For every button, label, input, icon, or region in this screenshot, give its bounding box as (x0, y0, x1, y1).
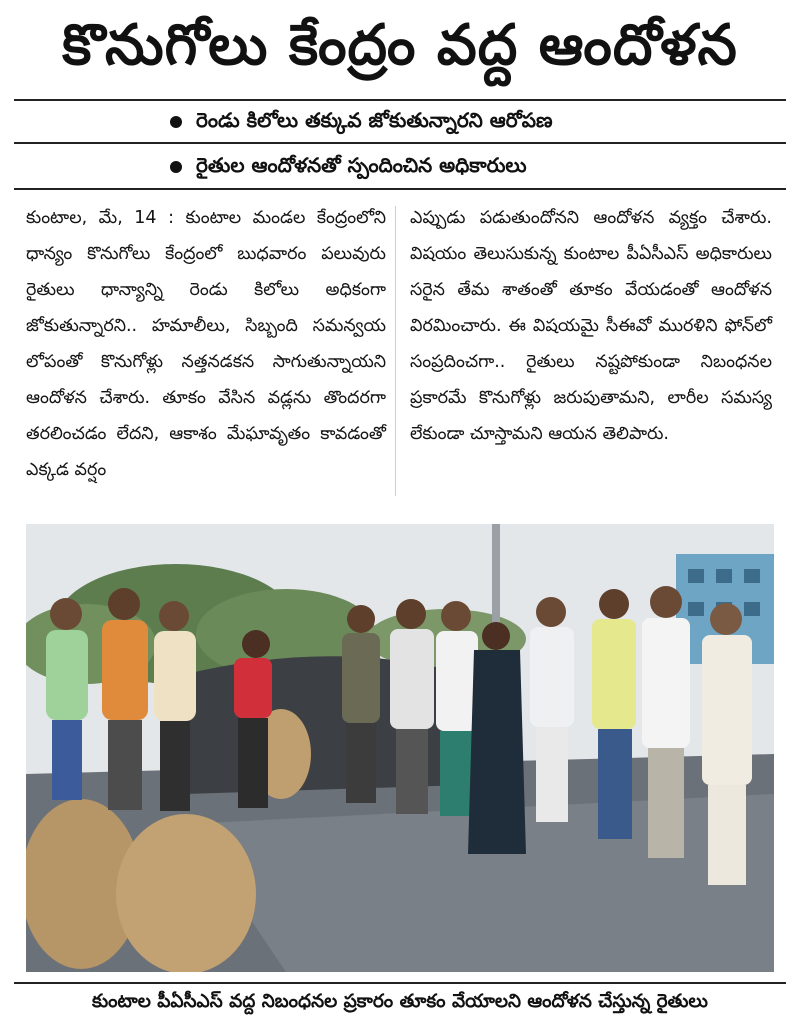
deck-rule (14, 142, 786, 144)
deck-line-2 (170, 148, 770, 186)
deck-rule-bottom (14, 188, 786, 190)
headline: కొనుగోలు కేంద్రం వద్ద ఆందోళన (62, 12, 738, 78)
headline-rule (14, 99, 786, 101)
bullet-icon (170, 116, 182, 128)
photo-caption: కుంటాల పీఏసీఎస్ వద్ద నిబంధనల ప్రకారం తూకం వేయాలని ఆందోళన చేస్తున్న రైతులు (14, 982, 786, 1022)
column-divider (395, 206, 396, 496)
news-photo (26, 524, 774, 972)
farmers-protest-photo (26, 524, 774, 972)
article-body-right-column: ఎప్పుడు పడుతుందోనని ఆందోళన వ్యక్తం చేశారు. విషయం తెలుసుకున్న కుంటాల పీఏసీఎస్ అధికారులు సరైన తేమ శాతంతో తూకం వేయడంతో ఆందోళన విరమించారు. ఈ విషయమై సీఈవో మురళిని ఫోన్‌లో సంప్రదించగా.. రైతులు నష్టపోకుండా నిబంధనల ప్రకారమే కొనుగోళ్లు జరుపుతామని, లారీల సమస్య లేకుండా చూస్తామని ఆయన తెలిపారు. (410, 208, 772, 444)
bullet-icon (170, 161, 182, 173)
deck-text-2: రైతుల ఆందోళనతో స్పందించిన అధికారులు (196, 152, 527, 177)
article-body-left-column: కుంటాల, మే, 14 : కుంటాల మండల కేంద్రంలోని ధాన్యం కొనుగోలు కేంద్రంలో బుధవారం పలువురు రైతులు ధాన్యాన్ని రెండు కిలోలు అధికంగా జోకుతున్నారని.. హమాలీలు, సిబ్బంది సమన్వయ లోపంతో కొనుగోళ్లు నత్తనడకన సాగుతున్నాయని ఆందోళన చేశారు. తూకం వేసిన వడ్లను తొందరగా తరలించడం లేదని, ఆకాశం మేఘావృతం కావడంతో ఎక్కడ వర్షం (26, 208, 386, 480)
deck-text-1: రెండు కిలోలు తక్కువ జోకుతున్నారని ఆరోపణ (196, 107, 553, 132)
deck-line-1 (170, 103, 770, 141)
